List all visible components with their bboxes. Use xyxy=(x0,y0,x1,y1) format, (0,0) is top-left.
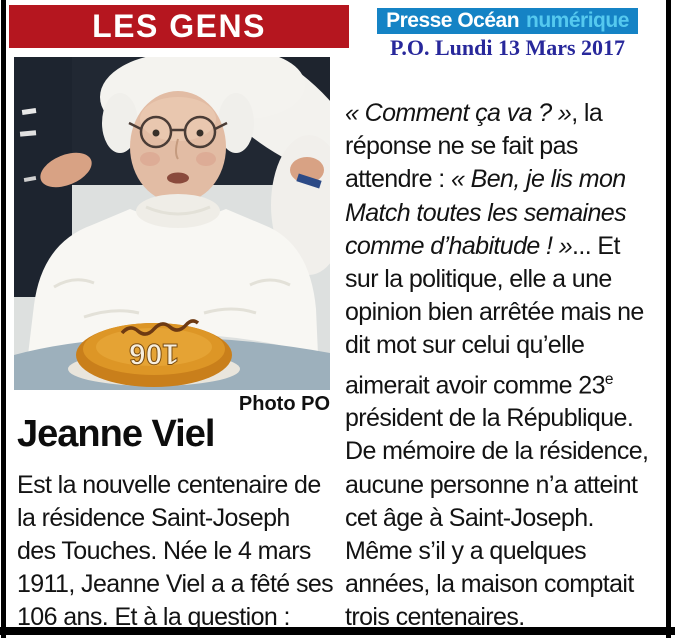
article-text-line: comme d’habitude ! »... Et xyxy=(345,231,620,260)
article-left-column xyxy=(17,469,337,634)
section-banner-label: LES GENS xyxy=(92,8,266,44)
article-text-line: aimerait avoir comme 23e xyxy=(345,370,613,399)
article-text-line: des Touches. Née le 4 mars xyxy=(17,537,311,565)
photo-caption: Photo PO xyxy=(238,393,330,415)
article-text-line: Même s’il y a quelques xyxy=(345,536,587,565)
article-text-line: « Comment ça va ? », la xyxy=(345,99,603,127)
mouth xyxy=(167,173,189,184)
article-right-column xyxy=(345,97,667,635)
section-banner xyxy=(9,5,349,48)
masthead-logo xyxy=(377,8,638,34)
article-text-line: cet âge à Saint-Joseph. xyxy=(345,503,594,532)
page-border-left xyxy=(1,0,6,638)
article-text-line: trois centenaires. xyxy=(345,603,525,632)
brand-suffix: numérique xyxy=(526,9,629,32)
portrait-photo-illustration xyxy=(14,57,330,390)
article-text-line: années, la maison comptait xyxy=(345,570,634,599)
article-text-line: 1911, Jeanne Viel a a fêté ses xyxy=(17,570,334,598)
article-text-line: aucune personne n’a atteint xyxy=(345,470,638,499)
article-text-line: Match toutes les semaines xyxy=(345,198,626,227)
article-text-line: Est la nouvelle centenaire de xyxy=(17,471,321,499)
article-text-line: 106 ans. Et à la question : xyxy=(17,603,290,631)
article-text-line: la résidence Saint-Joseph xyxy=(17,504,290,532)
cake-number-text: 106 xyxy=(128,337,180,370)
article-text-line: attendre : « Ben, je lis mon xyxy=(345,165,626,194)
brand-name: Presse Océan xyxy=(386,9,520,32)
article-text-line: président de la République. xyxy=(345,404,634,433)
edition-date: P.O. Lundi 13 Mars 2017 xyxy=(389,35,626,60)
article-text-line: réponse ne se fait pas xyxy=(345,132,578,161)
article-text-line: sur la politique, elle a une xyxy=(345,265,612,294)
portrait-photo xyxy=(14,57,330,390)
article-headline: Jeanne Viel xyxy=(17,413,215,455)
article-text-line: dit mot sur celui qu’elle xyxy=(345,331,585,360)
article-text-line: De mémoire de la résidence, xyxy=(345,437,649,466)
article-text-line: opinion bien arrêtée mais ne xyxy=(345,298,644,327)
